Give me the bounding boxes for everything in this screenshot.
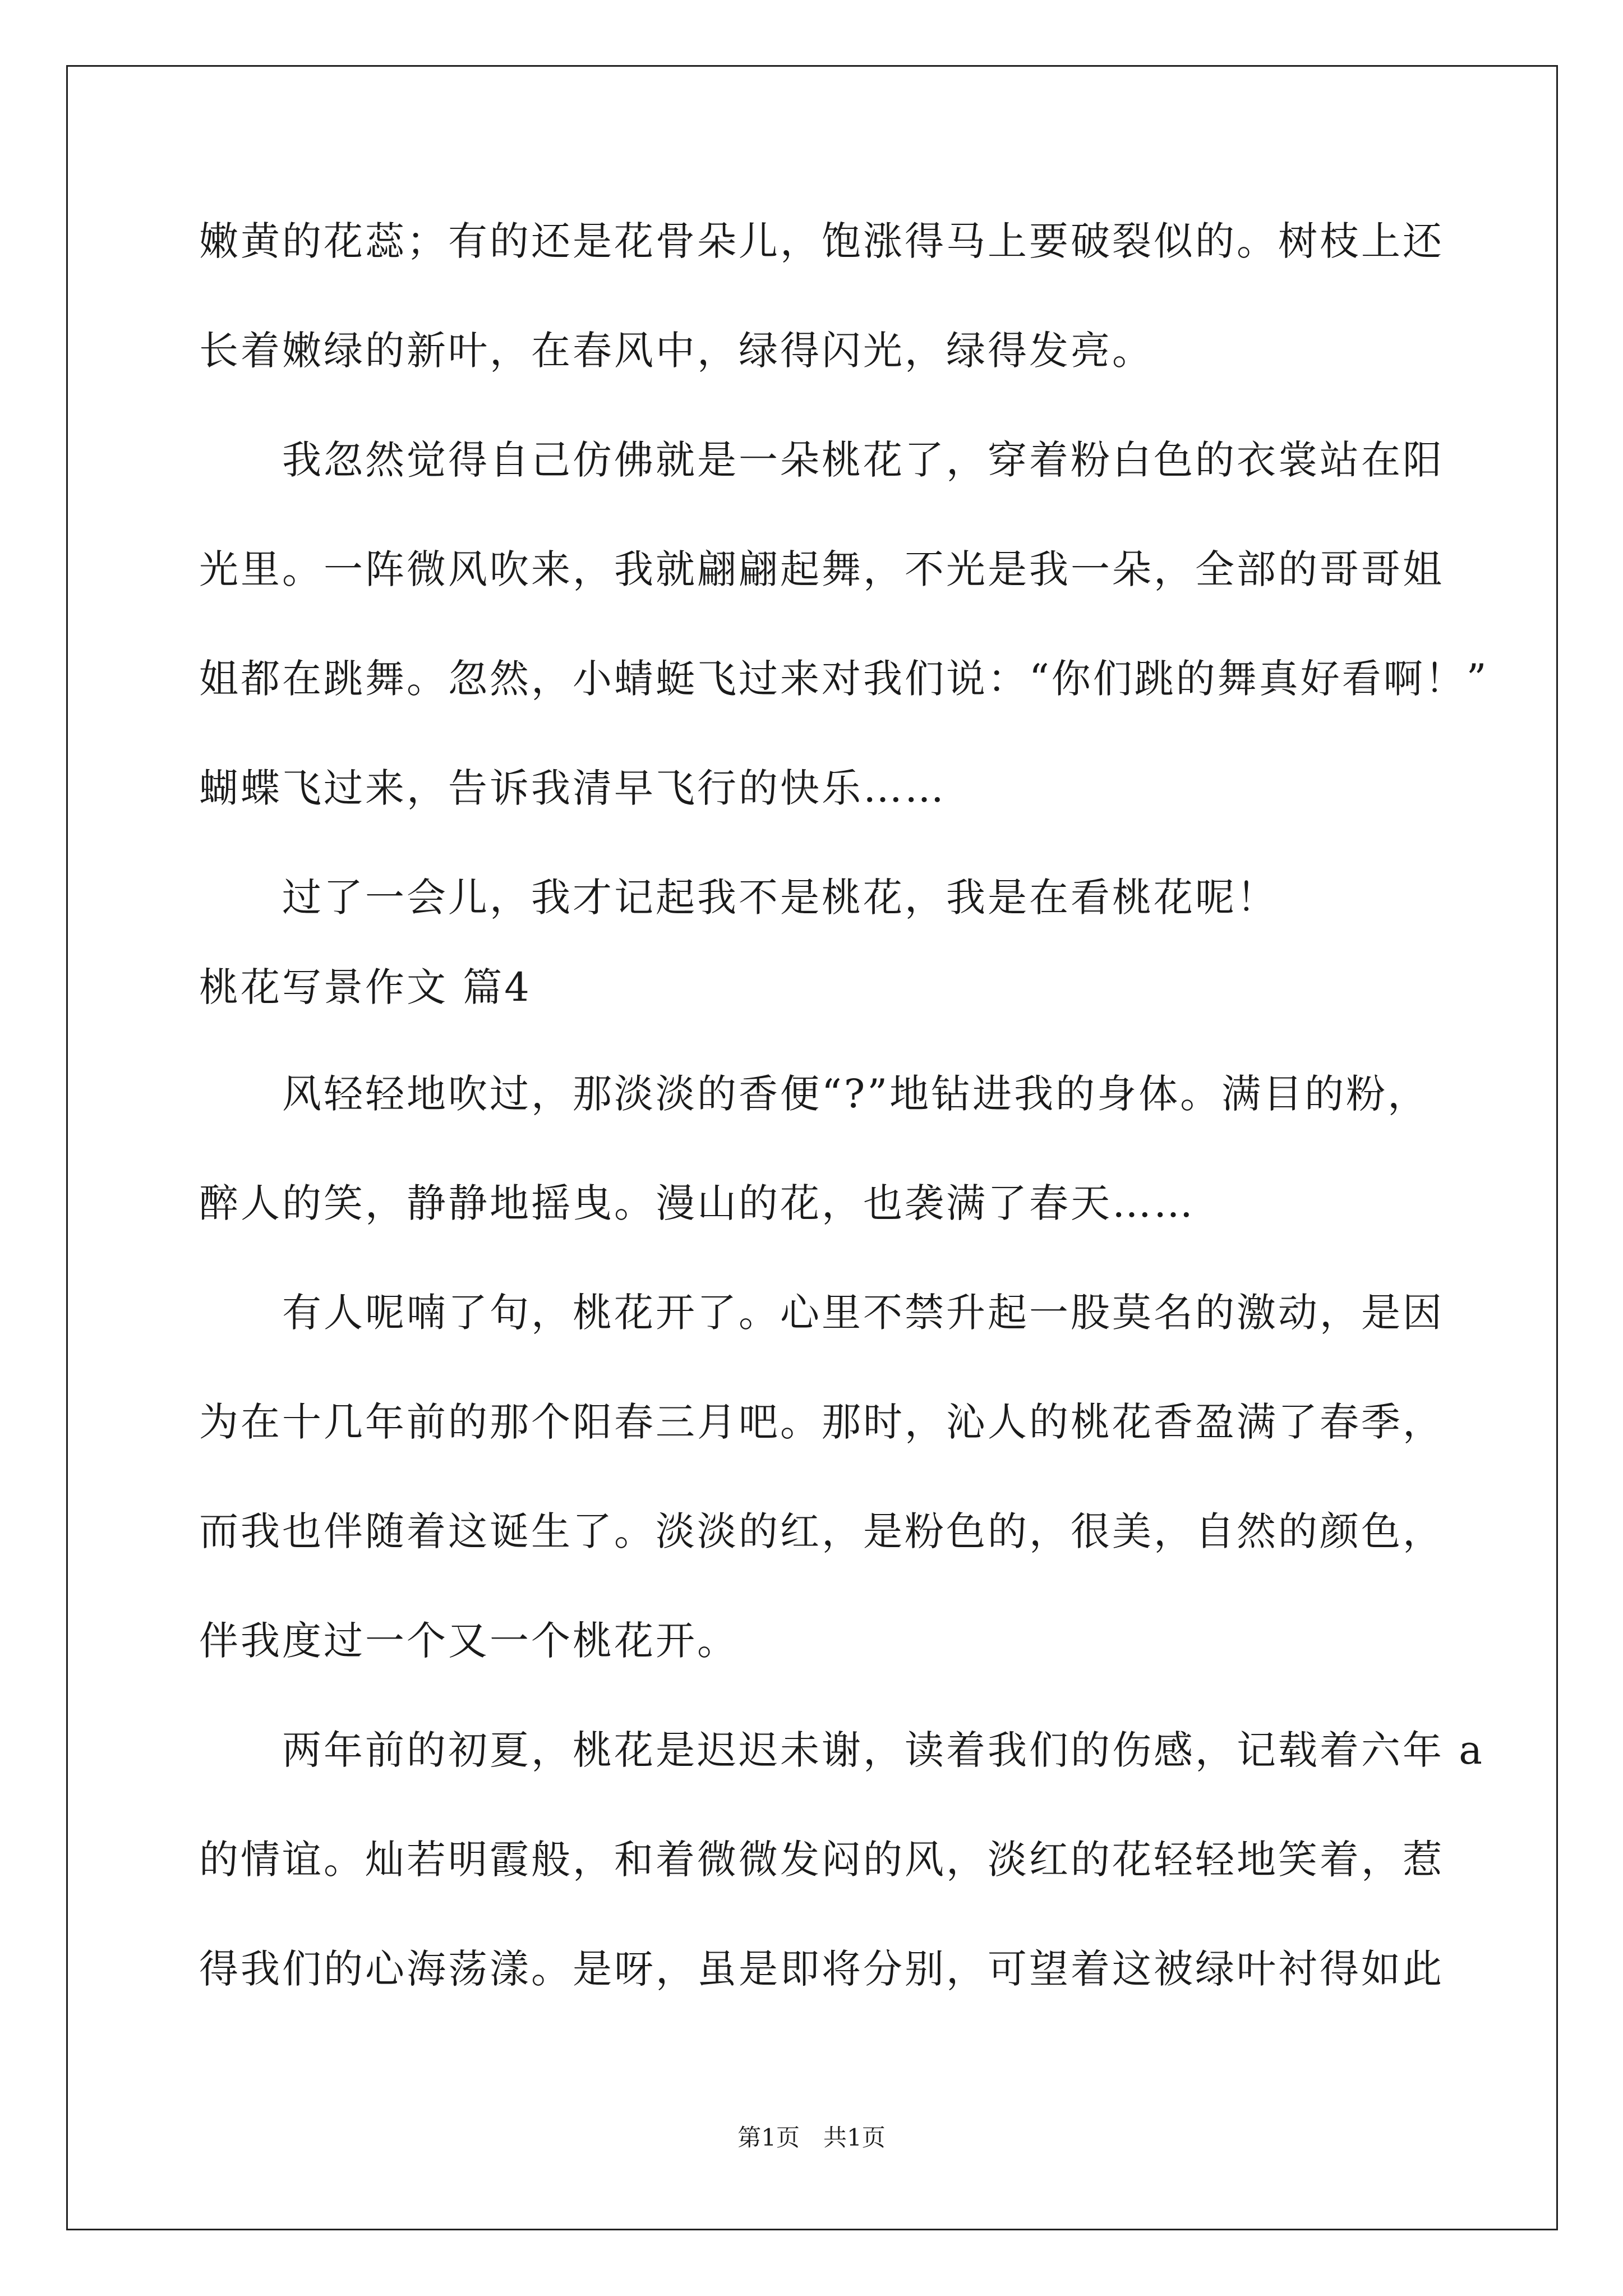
text-line-13: 而我也伴随着这诞生了。淡淡的红，是粉色的，很美，自然的颜色， xyxy=(199,1508,1444,1554)
text-line-16: 的情谊。灿若明霞般，和着微微发闷的风，淡红的花轻轻地笑着，惹 xyxy=(199,1837,1444,1883)
text-line-9: 风轻轻地吹过，那淡淡的香便“?”地钻进我的身体。满目的粉， xyxy=(199,1071,1430,1117)
section-heading: 桃花写景作文 篇4 xyxy=(199,964,532,1010)
text-line-17: 得我们的心海荡漾。是呀，虽是即将分别，可望着这被绿叶衬得如此 xyxy=(199,1946,1444,1992)
text-line-3: 我忽然觉得自己仿佛就是一朵桃花了，穿着粉白色的衣裳站在阳 xyxy=(199,437,1444,483)
text-line-12: 为在十几年前的那个阳春三月吧。那时，沁人的桃花香盈满了春季， xyxy=(199,1399,1444,1445)
page-border xyxy=(66,65,1558,2230)
text-line-5: 姐都在跳舞。忽然，小蜻蜓飞过来对我们说：“你们跳的舞真好看啊！” xyxy=(199,656,1489,702)
text-line-7: 过了一会儿，我才记起我不是桃花，我是在看桃花呢！ xyxy=(199,875,1278,921)
text-line-1: 嫩黄的花蕊；有的还是花骨朵儿，饱涨得马上要破裂似的。树枝上还 xyxy=(199,218,1444,264)
text-line-15: 两年前的初夏，桃花是迟迟未谢，读着我们的伤感，记载着六年 a xyxy=(199,1727,1484,1773)
text-line-11: 有人呢喃了句，桃花开了。心里不禁升起一股莫名的激动，是因 xyxy=(199,1290,1444,1336)
page-number-footer: 第1页 共1页 xyxy=(737,2124,886,2151)
text-line-4: 光里。一阵微风吹来，我就翩翩起舞，不光是我一朵，全部的哥哥姐 xyxy=(199,546,1444,592)
text-line-2: 长着嫩绿的新叶，在春风中，绿得闪光，绿得发亮。 xyxy=(199,328,1154,374)
text-line-10: 醉人的笑，静静地摇曳。漫山的花，也袭满了春天…… xyxy=(199,1180,1195,1226)
text-line-14: 伴我度过一个又一个桃花开。 xyxy=(199,1618,739,1664)
text-line-6: 蝴蝶飞过来，告诉我清早飞行的快乐…… xyxy=(199,765,946,811)
